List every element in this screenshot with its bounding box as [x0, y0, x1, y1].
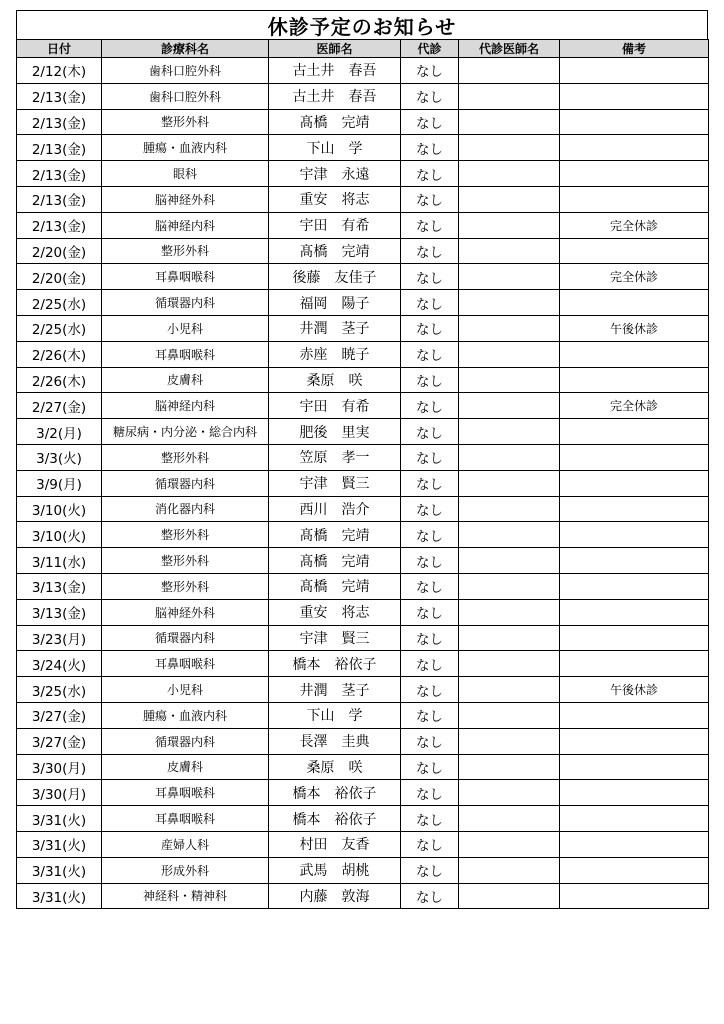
substitute-doctor-cell — [459, 367, 560, 393]
doctor-cell: 橋本 裕依子 — [269, 806, 401, 832]
closure-notice-sheet — [16, 10, 708, 909]
department-cell: 脳神経内科 — [102, 393, 269, 419]
substitute-doctor-cell — [459, 393, 560, 419]
date-cell: 3/31(火) — [17, 806, 102, 832]
note-cell — [560, 548, 709, 574]
substitute-doctor-cell — [459, 806, 560, 832]
note-cell: 午後休診 — [560, 677, 709, 703]
substitute-doctor-cell — [459, 702, 560, 728]
date-cell: 3/24(火) — [17, 651, 102, 677]
doctor-cell: 重安 将志 — [269, 599, 401, 625]
column-header-date: 日付 — [17, 40, 102, 58]
doctor-cell: 宇田 有希 — [269, 393, 401, 419]
department-cell: 脳神経外科 — [102, 599, 269, 625]
note-cell — [560, 444, 709, 470]
table-row — [17, 290, 709, 316]
substitute-cell: なし — [401, 58, 459, 84]
date-cell: 2/25(水) — [17, 315, 102, 341]
note-cell — [560, 238, 709, 264]
date-cell: 2/25(水) — [17, 290, 102, 316]
department-cell: 産婦人科 — [102, 831, 269, 857]
substitute-cell: なし — [401, 496, 459, 522]
substitute-cell: なし — [401, 419, 459, 445]
note-cell — [560, 728, 709, 754]
column-header-note: 備考 — [560, 40, 709, 58]
date-cell: 2/20(金) — [17, 264, 102, 290]
department-cell: 整形外科 — [102, 548, 269, 574]
note-cell — [560, 573, 709, 599]
table-row — [17, 677, 709, 703]
table-row — [17, 419, 709, 445]
substitute-cell: なし — [401, 702, 459, 728]
note-cell — [560, 831, 709, 857]
doctor-cell: 宇津 賢三 — [269, 470, 401, 496]
department-cell: 小児科 — [102, 677, 269, 703]
department-cell: 耳鼻咽喉科 — [102, 806, 269, 832]
substitute-cell: なし — [401, 651, 459, 677]
doctor-cell: 重安 将志 — [269, 186, 401, 212]
substitute-cell: なし — [401, 677, 459, 703]
department-cell: 糖尿病・内分泌・総合内科 — [102, 419, 269, 445]
substitute-doctor-cell — [459, 496, 560, 522]
substitute-doctor-cell — [459, 83, 560, 109]
date-cell: 3/31(火) — [17, 831, 102, 857]
doctor-cell: 肥後 里実 — [269, 419, 401, 445]
date-cell: 2/12(木) — [17, 58, 102, 84]
substitute-doctor-cell — [459, 161, 560, 187]
substitute-cell: なし — [401, 341, 459, 367]
table-row — [17, 831, 709, 857]
substitute-cell: なし — [401, 728, 459, 754]
substitute-cell: なし — [401, 831, 459, 857]
department-cell: 形成外科 — [102, 857, 269, 883]
department-cell: 眼科 — [102, 161, 269, 187]
substitute-cell: なし — [401, 367, 459, 393]
department-cell: 耳鼻咽喉科 — [102, 651, 269, 677]
note-cell — [560, 780, 709, 806]
doctor-cell: 村田 友香 — [269, 831, 401, 857]
substitute-doctor-cell — [459, 780, 560, 806]
note-cell — [560, 625, 709, 651]
date-cell: 3/2(月) — [17, 419, 102, 445]
substitute-doctor-cell — [459, 522, 560, 548]
date-cell: 3/13(金) — [17, 573, 102, 599]
department-cell: 神経科・精神科 — [102, 883, 269, 909]
substitute-doctor-cell — [459, 548, 560, 574]
doctor-cell: 井潤 茎子 — [269, 677, 401, 703]
table-row — [17, 135, 709, 161]
table-row — [17, 522, 709, 548]
note-cell — [560, 161, 709, 187]
substitute-doctor-cell — [459, 728, 560, 754]
table-row — [17, 625, 709, 651]
table-row — [17, 599, 709, 625]
date-cell: 2/13(金) — [17, 135, 102, 161]
substitute-cell: なし — [401, 754, 459, 780]
date-cell: 2/26(木) — [17, 341, 102, 367]
substitute-doctor-cell — [459, 212, 560, 238]
date-cell: 3/23(月) — [17, 625, 102, 651]
doctor-cell: 福岡 陽子 — [269, 290, 401, 316]
department-cell: 小児科 — [102, 315, 269, 341]
doctor-cell: 笠原 孝一 — [269, 444, 401, 470]
substitute-doctor-cell — [459, 341, 560, 367]
department-cell: 循環器内科 — [102, 290, 269, 316]
substitute-doctor-cell — [459, 883, 560, 909]
date-cell: 2/26(木) — [17, 367, 102, 393]
note-cell — [560, 496, 709, 522]
doctor-cell: 髙橋 完靖 — [269, 548, 401, 574]
doctor-cell: 髙橋 完靖 — [269, 522, 401, 548]
department-cell: 循環器内科 — [102, 625, 269, 651]
note-cell — [560, 186, 709, 212]
table-row — [17, 341, 709, 367]
table-row — [17, 496, 709, 522]
doctor-cell: 宇津 賢三 — [269, 625, 401, 651]
doctor-cell: 下山 学 — [269, 135, 401, 161]
department-cell: 脳神経内科 — [102, 212, 269, 238]
substitute-cell: なし — [401, 522, 459, 548]
doctor-cell: 内藤 敦海 — [269, 883, 401, 909]
date-cell: 3/9(月) — [17, 470, 102, 496]
department-cell: 皮膚科 — [102, 367, 269, 393]
substitute-doctor-cell — [459, 599, 560, 625]
doctor-cell: 桑原 咲 — [269, 367, 401, 393]
department-cell: 腫瘍・血液内科 — [102, 135, 269, 161]
table-row — [17, 109, 709, 135]
substitute-doctor-cell — [459, 58, 560, 84]
department-cell: 歯科口腔外科 — [102, 83, 269, 109]
date-cell: 3/3(火) — [17, 444, 102, 470]
substitute-doctor-cell — [459, 264, 560, 290]
note-cell — [560, 367, 709, 393]
substitute-cell: なし — [401, 161, 459, 187]
date-cell: 3/27(金) — [17, 728, 102, 754]
doctor-cell: 下山 学 — [269, 702, 401, 728]
date-cell: 2/13(金) — [17, 161, 102, 187]
substitute-doctor-cell — [459, 573, 560, 599]
date-cell: 3/30(月) — [17, 780, 102, 806]
substitute-doctor-cell — [459, 315, 560, 341]
page-title: 休診予定のお知らせ — [16, 10, 708, 39]
department-cell: 整形外科 — [102, 522, 269, 548]
doctor-cell: 髙橋 完靖 — [269, 573, 401, 599]
note-cell — [560, 135, 709, 161]
substitute-cell: なし — [401, 625, 459, 651]
table-row — [17, 186, 709, 212]
table-row — [17, 883, 709, 909]
note-cell: 完全休診 — [560, 264, 709, 290]
column-header-substitute-doctor: 代診医師名 — [459, 40, 560, 58]
table-body — [17, 58, 709, 909]
department-cell: 歯科口腔外科 — [102, 58, 269, 84]
doctor-cell: 髙橋 完靖 — [269, 238, 401, 264]
department-cell: 整形外科 — [102, 109, 269, 135]
substitute-doctor-cell — [459, 651, 560, 677]
substitute-cell: なし — [401, 444, 459, 470]
doctor-cell: 古土井 春吾 — [269, 83, 401, 109]
substitute-cell: なし — [401, 109, 459, 135]
doctor-cell: 宇田 有希 — [269, 212, 401, 238]
substitute-cell: なし — [401, 186, 459, 212]
department-cell: 循環器内科 — [102, 728, 269, 754]
table-row — [17, 857, 709, 883]
note-cell — [560, 522, 709, 548]
department-cell: 脳神経外科 — [102, 186, 269, 212]
table-row — [17, 58, 709, 84]
date-cell: 2/13(金) — [17, 186, 102, 212]
doctor-cell: 後藤 友佳子 — [269, 264, 401, 290]
department-cell: 循環器内科 — [102, 470, 269, 496]
date-cell: 3/27(金) — [17, 702, 102, 728]
doctor-cell: 古土井 春吾 — [269, 58, 401, 84]
note-cell: 午後休診 — [560, 315, 709, 341]
substitute-doctor-cell — [459, 290, 560, 316]
department-cell: 整形外科 — [102, 573, 269, 599]
substitute-cell: なし — [401, 806, 459, 832]
substitute-cell: なし — [401, 780, 459, 806]
note-cell — [560, 109, 709, 135]
date-cell: 2/13(金) — [17, 83, 102, 109]
department-cell: 耳鼻咽喉科 — [102, 780, 269, 806]
substitute-cell: なし — [401, 212, 459, 238]
date-cell: 3/25(水) — [17, 677, 102, 703]
date-cell: 3/31(火) — [17, 857, 102, 883]
doctor-cell: 長澤 圭典 — [269, 728, 401, 754]
substitute-cell: なし — [401, 599, 459, 625]
substitute-cell: なし — [401, 135, 459, 161]
substitute-doctor-cell — [459, 754, 560, 780]
department-cell: 整形外科 — [102, 444, 269, 470]
substitute-cell: なし — [401, 883, 459, 909]
substitute-doctor-cell — [459, 135, 560, 161]
date-cell: 3/13(金) — [17, 599, 102, 625]
note-cell — [560, 702, 709, 728]
date-cell: 3/10(火) — [17, 496, 102, 522]
note-cell — [560, 599, 709, 625]
table-row — [17, 444, 709, 470]
table-row — [17, 651, 709, 677]
department-cell: 皮膚科 — [102, 754, 269, 780]
substitute-doctor-cell — [459, 419, 560, 445]
table-row — [17, 83, 709, 109]
substitute-cell: なし — [401, 393, 459, 419]
note-cell — [560, 470, 709, 496]
date-cell: 2/20(金) — [17, 238, 102, 264]
doctor-cell: 橋本 裕依子 — [269, 780, 401, 806]
note-cell: 完全休診 — [560, 393, 709, 419]
note-cell: 完全休診 — [560, 212, 709, 238]
table-row — [17, 161, 709, 187]
substitute-doctor-cell — [459, 444, 560, 470]
date-cell: 3/30(月) — [17, 754, 102, 780]
department-cell: 腫瘍・血液内科 — [102, 702, 269, 728]
table-row — [17, 728, 709, 754]
date-cell: 3/11(水) — [17, 548, 102, 574]
table-row — [17, 548, 709, 574]
note-cell — [560, 83, 709, 109]
table-row — [17, 212, 709, 238]
substitute-cell: なし — [401, 238, 459, 264]
doctor-cell: 井潤 茎子 — [269, 315, 401, 341]
table-row — [17, 238, 709, 264]
closure-schedule-table — [16, 39, 709, 909]
note-cell — [560, 341, 709, 367]
column-header-doctor: 医師名 — [269, 40, 401, 58]
date-cell: 2/27(金) — [17, 393, 102, 419]
doctor-cell: 桑原 咲 — [269, 754, 401, 780]
substitute-doctor-cell — [459, 625, 560, 651]
column-header-department: 診療科名 — [102, 40, 269, 58]
date-cell: 2/13(金) — [17, 109, 102, 135]
date-cell: 3/10(火) — [17, 522, 102, 548]
department-cell: 消化器内科 — [102, 496, 269, 522]
note-cell — [560, 58, 709, 84]
table-row — [17, 470, 709, 496]
substitute-cell: なし — [401, 857, 459, 883]
doctor-cell: 西川 浩介 — [269, 496, 401, 522]
date-cell: 2/13(金) — [17, 212, 102, 238]
substitute-doctor-cell — [459, 238, 560, 264]
substitute-doctor-cell — [459, 186, 560, 212]
table-row — [17, 702, 709, 728]
substitute-doctor-cell — [459, 109, 560, 135]
date-cell: 3/31(火) — [17, 883, 102, 909]
note-cell — [560, 883, 709, 909]
note-cell — [560, 419, 709, 445]
table-row — [17, 315, 709, 341]
table-row — [17, 573, 709, 599]
table-row — [17, 393, 709, 419]
substitute-doctor-cell — [459, 677, 560, 703]
table-row — [17, 367, 709, 393]
substitute-cell: なし — [401, 290, 459, 316]
doctor-cell: 髙橋 完靖 — [269, 109, 401, 135]
department-cell: 整形外科 — [102, 238, 269, 264]
table-row — [17, 264, 709, 290]
substitute-cell: なし — [401, 83, 459, 109]
doctor-cell: 橋本 裕依子 — [269, 651, 401, 677]
department-cell: 耳鼻咽喉科 — [102, 341, 269, 367]
department-cell: 耳鼻咽喉科 — [102, 264, 269, 290]
note-cell — [560, 290, 709, 316]
substitute-cell: なし — [401, 264, 459, 290]
doctor-cell: 宇津 永遠 — [269, 161, 401, 187]
substitute-cell: なし — [401, 315, 459, 341]
doctor-cell: 赤座 暁子 — [269, 341, 401, 367]
table-row — [17, 754, 709, 780]
note-cell — [560, 857, 709, 883]
table-row — [17, 806, 709, 832]
table-row — [17, 780, 709, 806]
substitute-doctor-cell — [459, 831, 560, 857]
note-cell — [560, 651, 709, 677]
substitute-cell: なし — [401, 573, 459, 599]
substitute-doctor-cell — [459, 470, 560, 496]
substitute-doctor-cell — [459, 857, 560, 883]
substitute-cell: なし — [401, 548, 459, 574]
substitute-cell: なし — [401, 470, 459, 496]
column-header-substitute: 代診 — [401, 40, 459, 58]
doctor-cell: 武馬 胡桃 — [269, 857, 401, 883]
note-cell — [560, 806, 709, 832]
table-header-row — [17, 40, 709, 58]
note-cell — [560, 754, 709, 780]
